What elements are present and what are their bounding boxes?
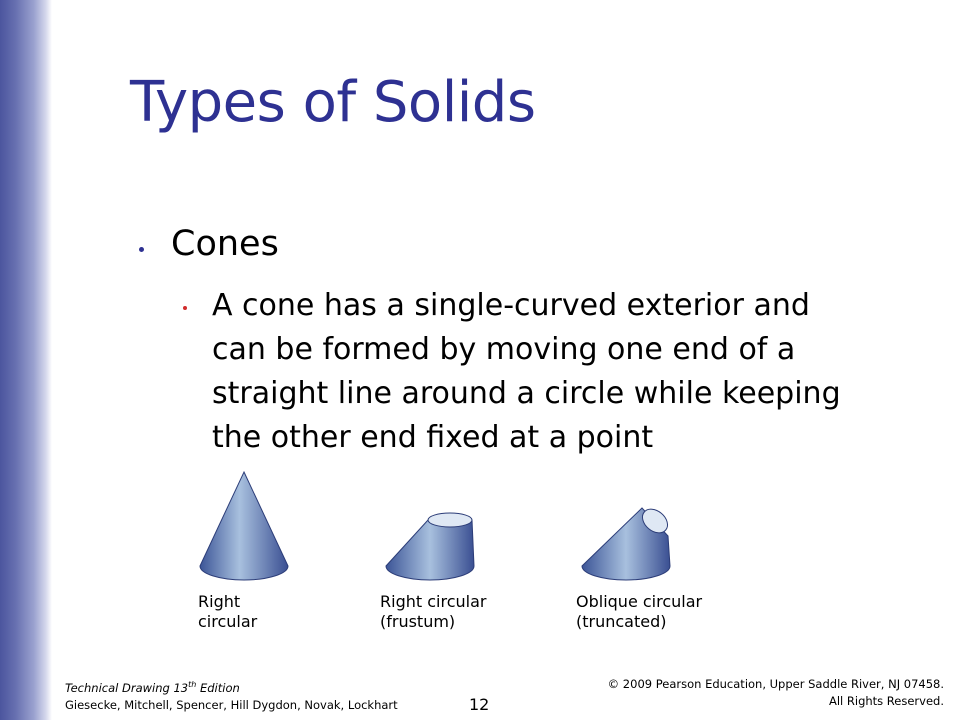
edition-word: Edition <box>196 680 240 695</box>
truncated-cone-icon <box>576 466 676 586</box>
right-circular-cone-icon <box>198 466 290 586</box>
figure-caption <box>380 592 486 632</box>
book-title-line <box>65 676 398 697</box>
copyright-line: All Rights Reserved. <box>828 694 944 708</box>
figure-caption <box>576 592 702 632</box>
caption-line: Oblique circular <box>576 592 703 611</box>
bullet-dot <box>183 306 187 310</box>
copyright-line: © 2009 Pearson Education, Upper Saddle River, NJ 07458. <box>607 677 944 691</box>
page-number: 12 <box>469 695 490 714</box>
authors: Giesecke, Mitchell, Spencer, Hill Dygdon, Novak, Lockhart <box>65 697 398 712</box>
footer-copyright <box>608 676 944 710</box>
bullet-dot <box>139 247 144 252</box>
side-band <box>0 0 52 720</box>
figure-caption <box>198 592 257 632</box>
caption-line: Right circular <box>380 592 487 611</box>
bullet-level2-text <box>212 284 841 460</box>
footer-book-info <box>65 676 398 714</box>
edition-sup: th <box>188 680 197 689</box>
caption-line: circular <box>198 612 258 631</box>
book-title: Technical Drawing 13 <box>65 680 189 695</box>
bullet-level2-line: A cone has a single-curved exterior and <box>212 288 810 323</box>
bullet-level2-line: can be formed by moving one end of a <box>212 332 796 367</box>
frustum-cone-icon <box>380 466 480 586</box>
caption-line: (frustum) <box>380 612 456 631</box>
bullet-level2-line: the other end fixed at a point <box>212 420 654 455</box>
caption-line: (truncated) <box>576 612 667 631</box>
bullet-level1-text: Cones <box>171 224 279 264</box>
figure-frustum <box>380 466 487 631</box>
figure-truncated <box>576 466 703 631</box>
figure-right-circular <box>198 466 290 631</box>
caption-line: Right <box>198 592 241 611</box>
slide-title: Types of Solids <box>130 70 536 135</box>
bullet-level2-line: straight line around a circle while keeping <box>212 376 841 411</box>
